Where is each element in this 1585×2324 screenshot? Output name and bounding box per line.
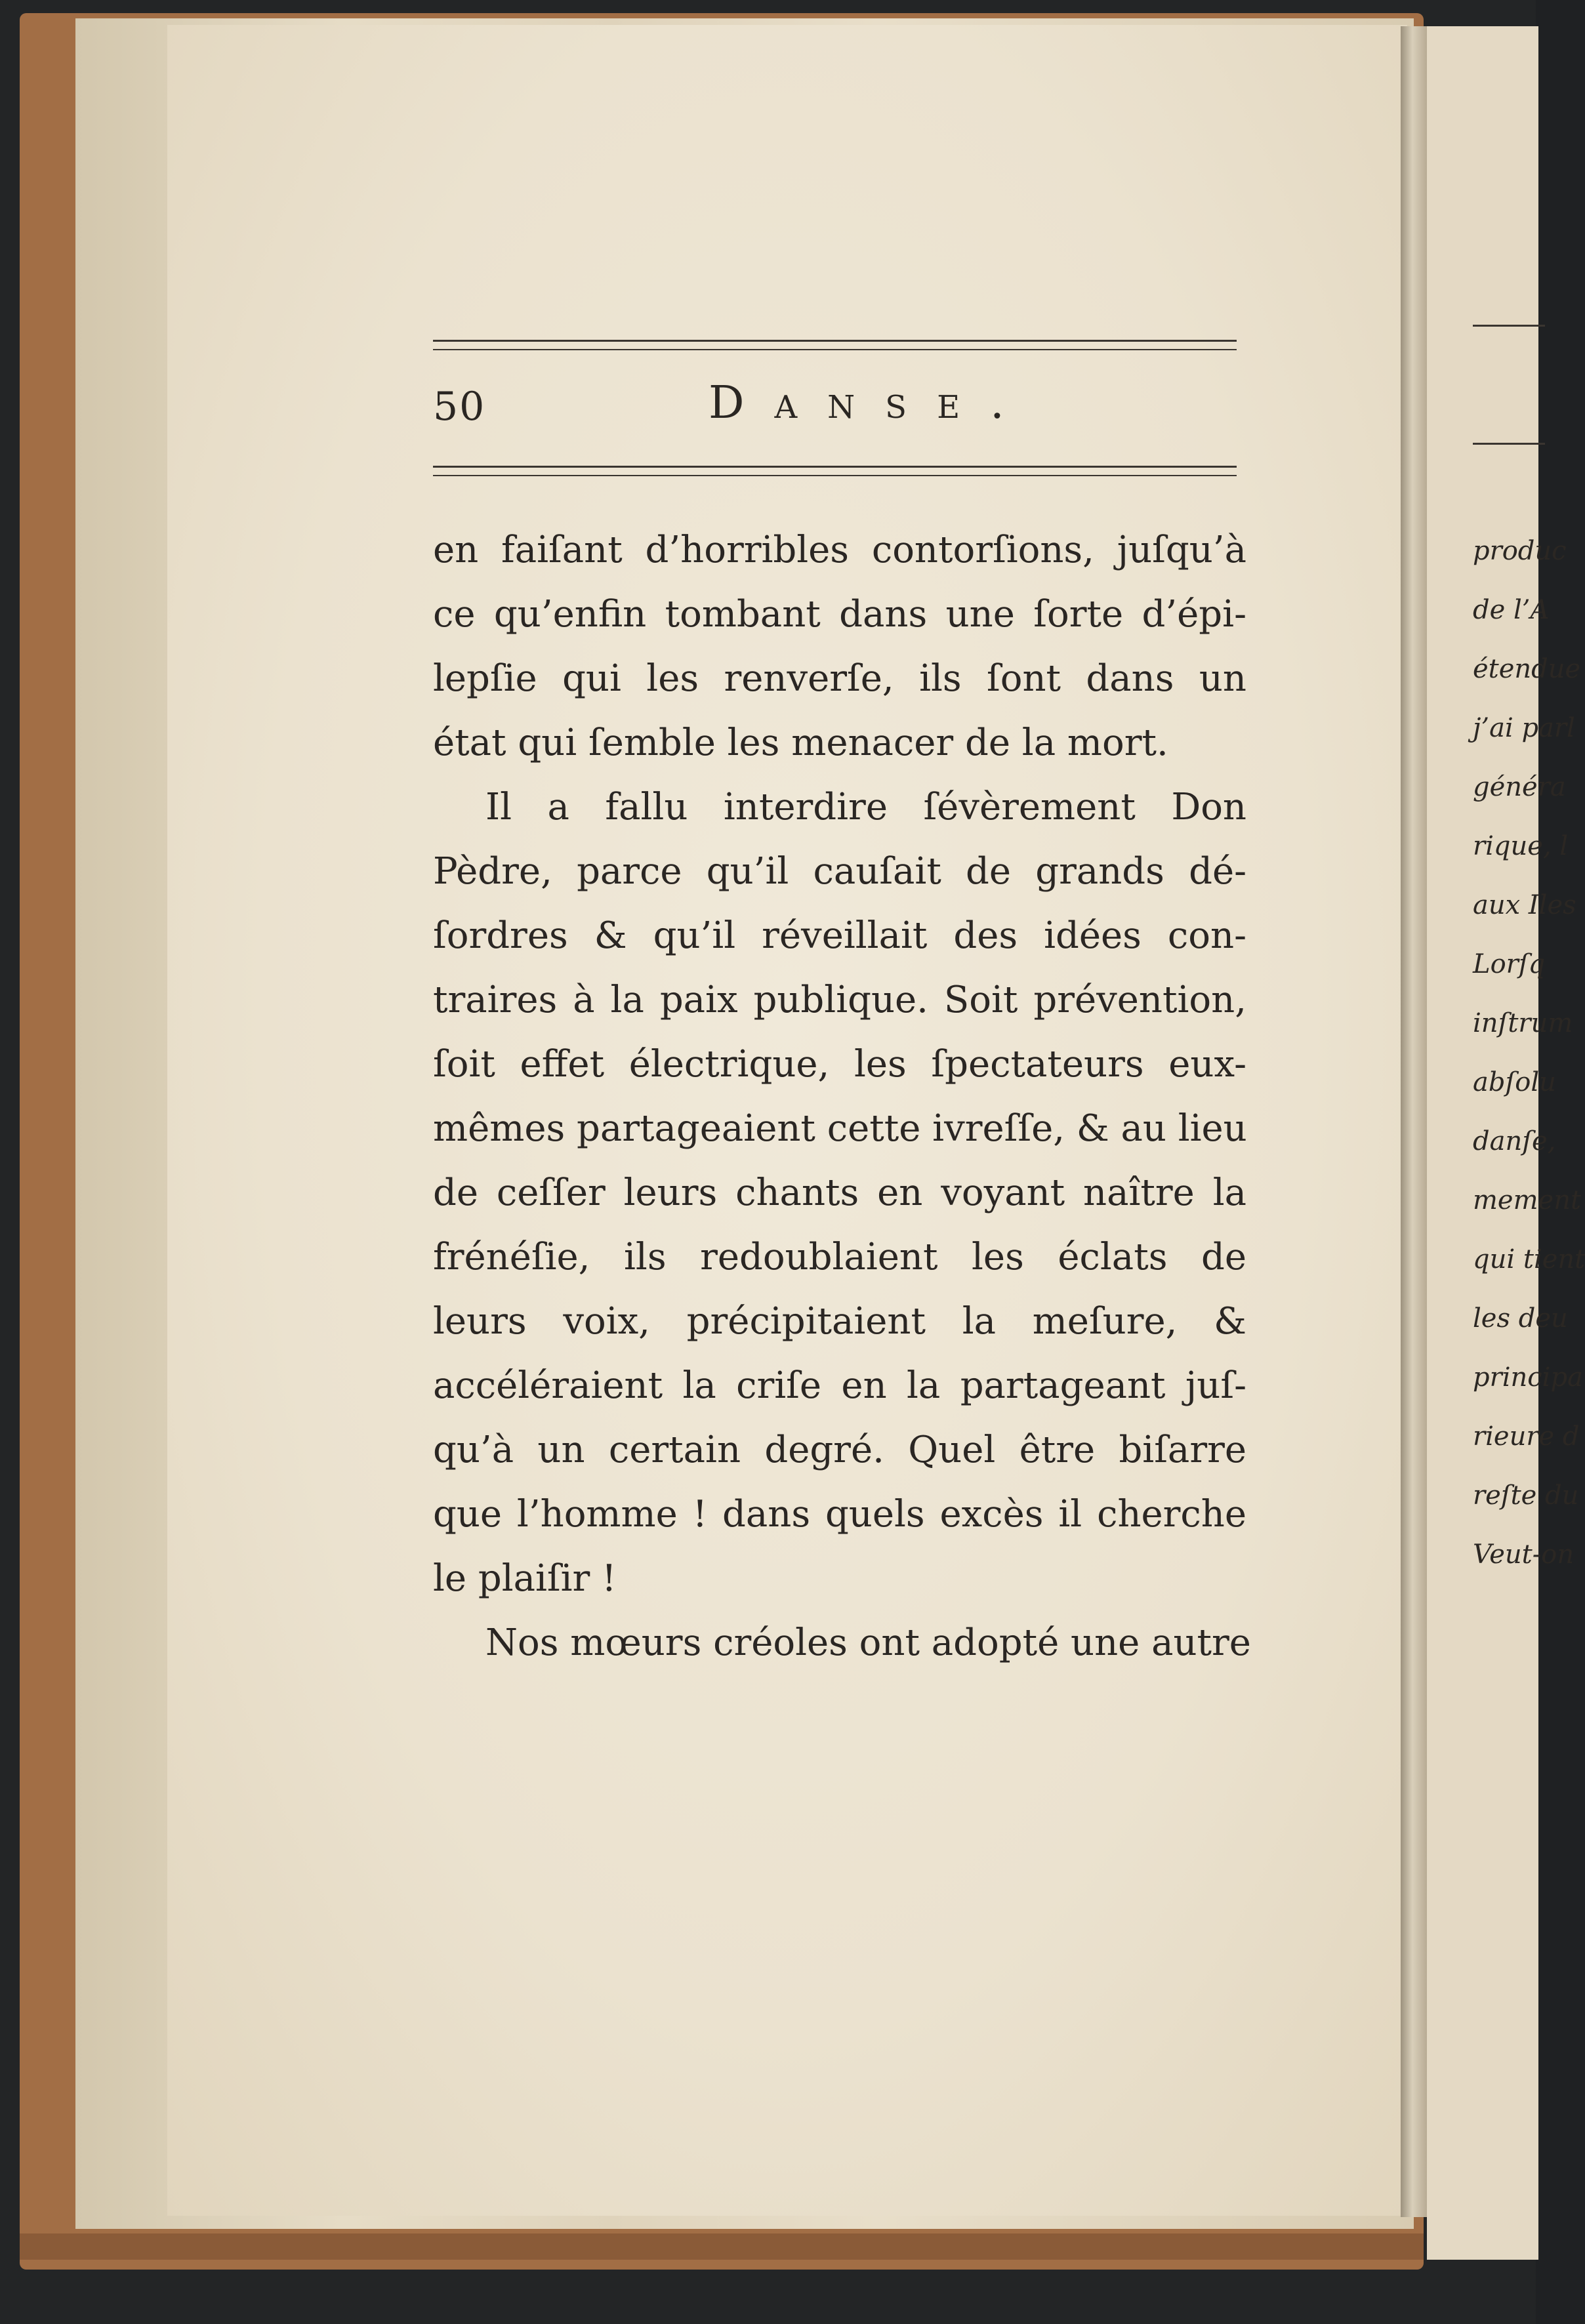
next-page-rule [1473, 325, 1545, 327]
next-page-rule [1473, 443, 1545, 445]
next-page-line: généra [1473, 772, 1566, 802]
next-page-line: qui tient [1473, 1244, 1585, 1274]
next-page-line: rieure d [1473, 1421, 1580, 1452]
running-head [433, 371, 1240, 449]
text-line: le plaiſir ! [433, 1557, 617, 1600]
next-page-line: principa [1473, 1362, 1583, 1393]
text-line: ſordres & qu’il réveillait des idées con- [433, 914, 1246, 957]
book-gutter [1401, 26, 1427, 2217]
next-page-line: mement [1473, 1185, 1582, 1215]
text-line: traires à la paix publique. Soit prévention, [433, 979, 1246, 1021]
next-page-line: étendue [1473, 654, 1581, 684]
text-line: ſoit effet électrique, les ſpectateurs eux- [433, 1043, 1246, 1086]
header-top-rule [433, 340, 1237, 342]
next-page-line: les deu [1473, 1303, 1568, 1334]
header-bottom-rule-2 [433, 475, 1237, 476]
text-line: état qui ſemble les menacer de la mort. [433, 722, 1168, 764]
text-line: leurs voix, précipitaient la meſure, & [433, 1300, 1246, 1343]
text-line: frénéſie, ils redoublaient les éclats de [433, 1236, 1246, 1278]
text-line: qu’à un certain degré. Quel être biſarre [433, 1429, 1246, 1471]
text-line: Pèdre, parce qu’il cauſait de grands dé- [433, 850, 1246, 893]
header-bottom-rule [433, 466, 1237, 468]
text-line: Nos mœurs créoles ont adopté une autre [485, 1621, 1251, 1664]
next-page-line: abſolu [1473, 1067, 1556, 1097]
next-page-line: produc [1473, 536, 1567, 566]
body-text [433, 518, 1251, 1675]
text-line: lepſie qui les renverſe, ils ſont dans un [433, 657, 1246, 700]
next-page-line: de l’A [1473, 595, 1550, 625]
text-line: ce qu’enfin tombant dans une ſorte d’épi- [433, 593, 1246, 636]
text-line: en faiſant d’horribles contorſions, juſqu’à [433, 529, 1246, 571]
running-title: Danse. [709, 377, 1035, 429]
right-page-fragment [1427, 26, 1585, 2260]
next-page-line: rique, l [1473, 831, 1569, 861]
next-page-line: reſte du [1473, 1480, 1579, 1511]
next-page-line: Veut-on [1473, 1539, 1575, 1570]
header-top-rule-2 [433, 349, 1237, 350]
next-page-line: aux Iles [1473, 890, 1576, 920]
next-page-line: Lorſq [1473, 949, 1546, 979]
page-number: 50 [433, 384, 486, 430]
book-bottom-edge [20, 2233, 1424, 2260]
text-line: de ceſſer leurs chants en voyant naître la [433, 1172, 1246, 1214]
text-line: que l’homme ! dans quels excès il cherche [433, 1493, 1246, 1536]
next-page-line: danſe, [1473, 1126, 1556, 1156]
next-page-line: inſtrum [1473, 1008, 1573, 1038]
text-line: Il a fallu interdire ſévèrement Don [485, 786, 1246, 828]
next-page-line: j’ai parl [1473, 713, 1575, 743]
text-line: accéléraient la criſe en la partageant juſ- [433, 1364, 1246, 1407]
text-line: mêmes partageaient cette ivreſſe, & au lieu [433, 1107, 1247, 1150]
